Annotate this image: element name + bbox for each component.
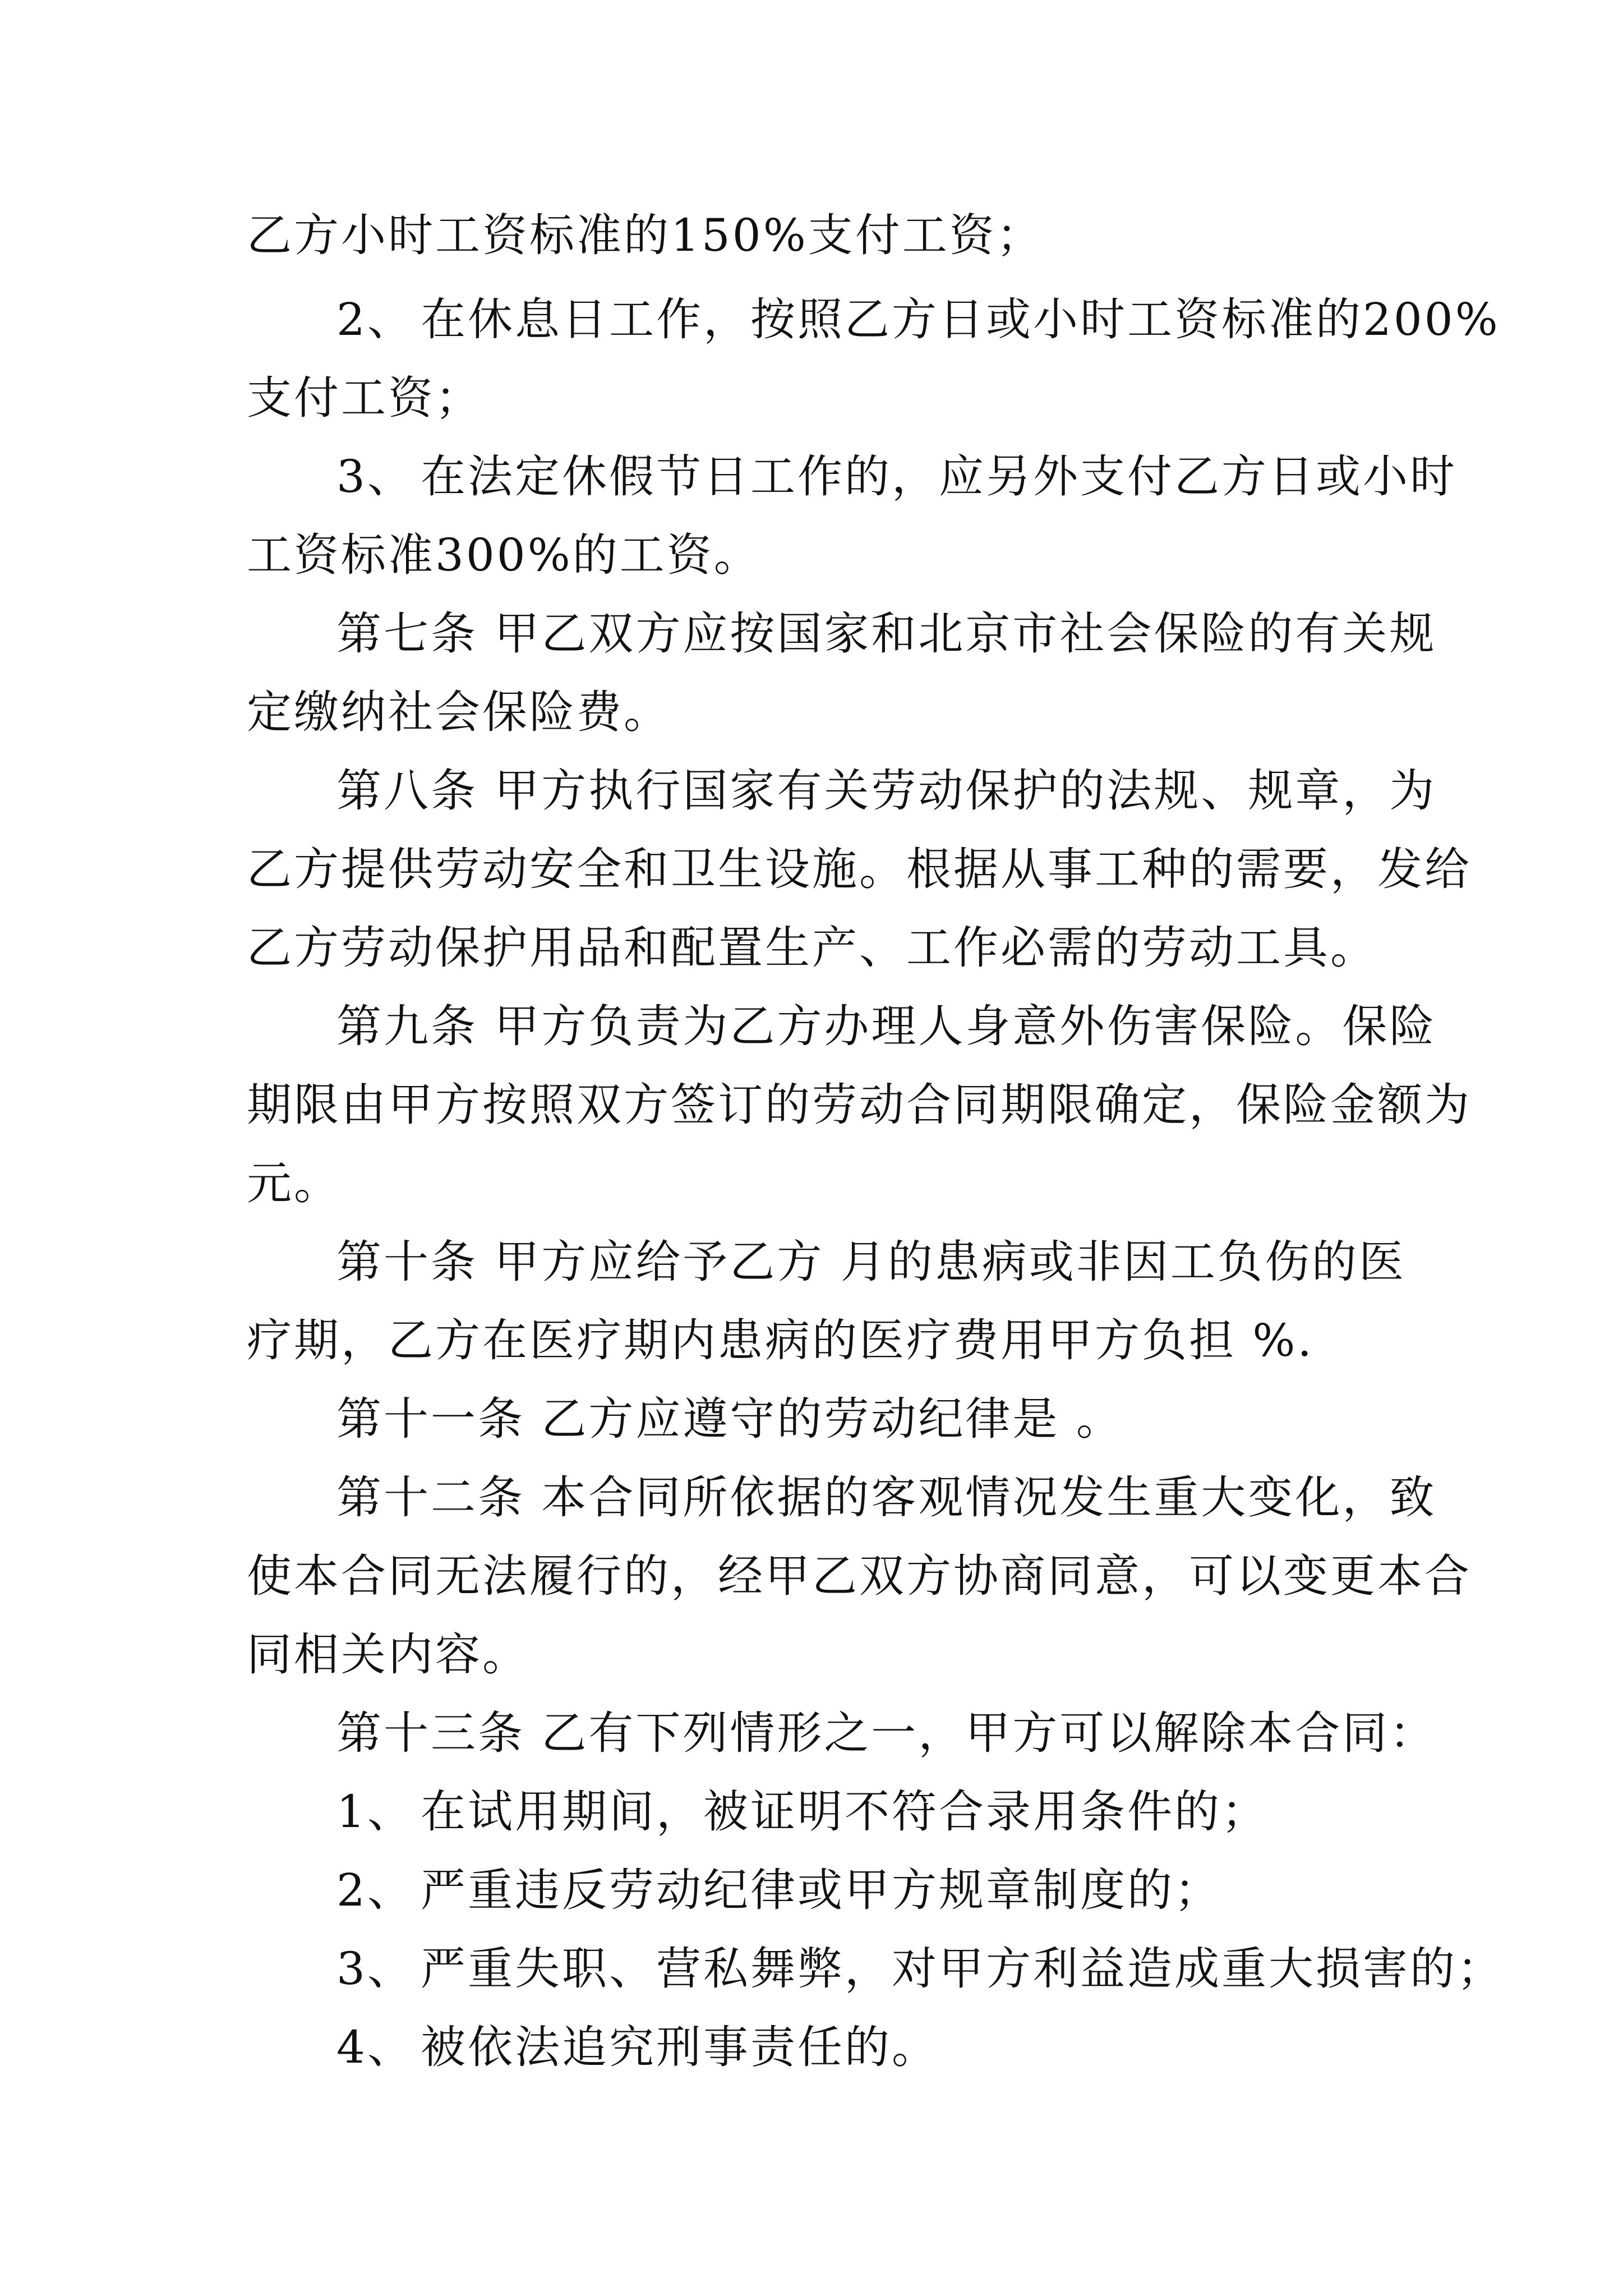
list-number: 3、 — [336, 1943, 414, 1995]
list-number: 2、 — [336, 293, 414, 346]
list-item — [336, 1784, 1269, 1840]
list-item — [336, 449, 1457, 505]
text-line: 元。 — [247, 1157, 341, 1209]
text-line: 乙方小时工资标准的150%支付工资； — [247, 209, 1044, 261]
list-item — [336, 2019, 939, 2076]
text-line: 使本合同无法履行的，经甲乙双方协商同意，可以变更本合 — [247, 1550, 1472, 1602]
list-number: 2、 — [336, 1864, 414, 1916]
list-item — [336, 1941, 1504, 1997]
list-item — [336, 1862, 1221, 1918]
text-line: 支付工资； — [247, 372, 482, 424]
list-item — [336, 292, 1500, 348]
article-ten: 第十条 甲方应给予乙方 月的患病或非因工负伤的医 — [336, 1236, 1406, 1288]
article-nine: 第九条 甲方负责为乙方办理人身意外伤害保险。保险 — [336, 1000, 1437, 1052]
list-item-text: 严重违反劳动纪律或甲方规章制度的； — [421, 1864, 1221, 1916]
text-line: 定缴纳社会保险费。 — [247, 686, 671, 738]
text-line: 工资标准300%的工资。 — [247, 529, 761, 581]
list-number: 4、 — [336, 2021, 414, 2073]
text-line: 乙方劳动保护用品和配置生产、工作必需的劳动工具。 — [247, 922, 1377, 974]
list-item-text: 被依法追究刑事责任的。 — [421, 2021, 939, 2073]
text-line: 期限由甲方按照双方签订的劳动合同期限确定，保险金额为 — [247, 1079, 1472, 1131]
list-number: 1、 — [336, 1786, 414, 1838]
article-thirteen: 第十三条 乙有下列情形之一，甲方可以解除本合同： — [336, 1707, 1437, 1759]
list-item-text: 在试用期间，被证明不符合录用条件的； — [421, 1786, 1269, 1838]
list-item-text: 在法定休假节日工作的，应另外支付乙方日或小时 — [421, 450, 1457, 503]
text-line: 疗期，乙方在医疗期内患病的医疗费用甲方负担 %. — [247, 1314, 1314, 1366]
article-eight: 第八条 甲方执行国家有关劳动保护的法规、规章，为 — [336, 765, 1437, 817]
list-number: 3、 — [336, 450, 414, 503]
article-eleven: 第十一条 乙方应遵守的劳动纪律是 。 — [336, 1393, 1123, 1445]
article-seven: 第七条 甲乙双方应按国家和北京市社会保险的有关规 — [336, 608, 1437, 660]
text-line: 乙方提供劳动安全和卫生设施。根据从事工种的需要，发给 — [247, 843, 1472, 895]
article-twelve: 第十二条 本合同所依据的客观情况发生重大变化，致 — [336, 1471, 1437, 1524]
list-item-text: 严重失职、营私舞弊，对甲方利益造成重大损害的； — [421, 1943, 1504, 1995]
list-item-text: 在休息日工作，按照乙方日或小时工资标准的200% — [421, 293, 1500, 346]
text-line: 同相关内容。 — [247, 1628, 529, 1681]
